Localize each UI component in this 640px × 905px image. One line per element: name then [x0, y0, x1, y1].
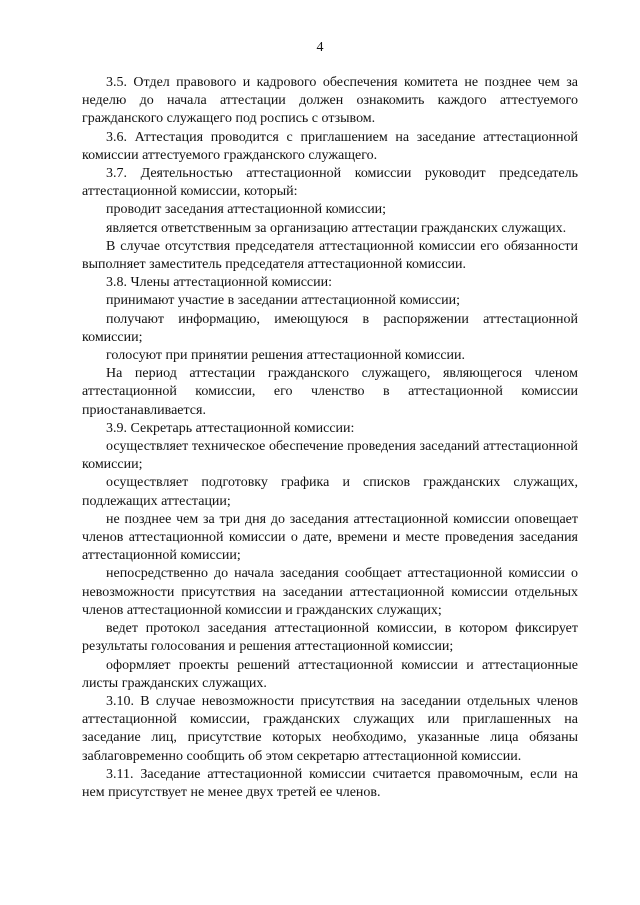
paragraph-3-7-note: В случае отсутствия председателя аттестационной комиссии его обязанности выполняет заместитель председателя аттестационной комиссии. — [82, 238, 578, 273]
paragraph-3-8-item-1: принимают участие в заседании аттестационной комиссии; — [106, 293, 461, 309]
document-body — [82, 74, 578, 802]
paragraph-3-9-item-4: непосредственно до начала заседания сообщает аттестационной комиссии о невозможности присутствия на заседании аттестационной комиссии отдельных членов аттестационной комиссии и гражданских служащих; — [82, 566, 578, 618]
paragraph-3-9-item-6: оформляет проекты решений аттестационной комиссии и аттестационные листы гражданских служащих. — [82, 657, 578, 691]
paragraph-3-8-item-3: голосуют при принятии решения аттестационной комиссии. — [106, 348, 466, 364]
page-number: 4 — [316, 40, 324, 55]
paragraph-3-9-item-1: осуществляет техническое обеспечение проведения заседаний аттестационной комиссии; — [82, 439, 578, 473]
paragraph-3-10: 3.10. В случае невозможности присутствия на заседании отдельных членов аттестационной комиссии, гражданских служащих или приглашенных на заседание лиц, присутствие которых необходимо, указанные лица обязаны заблаговременно сообщить об этом секретарю аттестационной комиссии. — [82, 693, 578, 764]
paragraph-3-7: 3.7. Деятельностью аттестационной комиссии руководит председатель аттестационной комиссии, который: — [82, 166, 578, 200]
paragraph-3-9: 3.9. Секретарь аттестационной комиссии: — [106, 420, 355, 436]
paragraph-3-9-item-2: осуществляет подготовку графика и списков гражданских служащих, подлежащих аттестации; — [82, 475, 578, 509]
paragraph-3-7-item-1: проводит заседания аттестационной комиссии; — [106, 202, 387, 218]
paragraph-3-11: 3.11. Заседание аттестационной комиссии считается правомочным, если на нем присутствует не менее двух третей ее членов. — [82, 766, 578, 800]
paragraph-3-8: 3.8. Члены аттестационной комиссии: — [106, 275, 333, 291]
paragraph-3-8-note: На период аттестации гражданского служащего, являющегося членом аттестационной комиссии, его членство в аттестационной комиссии приостанавливается. — [82, 366, 578, 418]
paragraph-3-5: 3.5. Отдел правового и кадрового обеспечения комитета не позднее чем за неделю до начала аттестации должен ознакомить каждого аттестуемого гражданского служащего под роспись с отзывом. — [82, 75, 578, 127]
paragraph-3-9-item-5: ведет протокол заседания аттестационной комиссии, в котором фиксирует результаты голосования и решения аттестационной комиссии; — [82, 621, 578, 655]
paragraph-3-9-item-3: не позднее чем за три дня до заседания аттестационной комиссии оповещает членов аттестационной комиссии о дате, времени и месте проведения заседания аттестационной комиссии; — [82, 511, 578, 564]
paragraph-3-8-item-2: получают информацию, имеющуюся в распоряжении аттестационной комиссии; — [82, 311, 578, 345]
paragraph-3-6: 3.6. Аттестация проводится с приглашением на заседание аттестационной комиссии аттестуемого гражданского служащего. — [82, 129, 578, 163]
paragraph-3-7-item-2: является ответственным за организацию аттестации гражданских служащих. — [106, 220, 567, 236]
